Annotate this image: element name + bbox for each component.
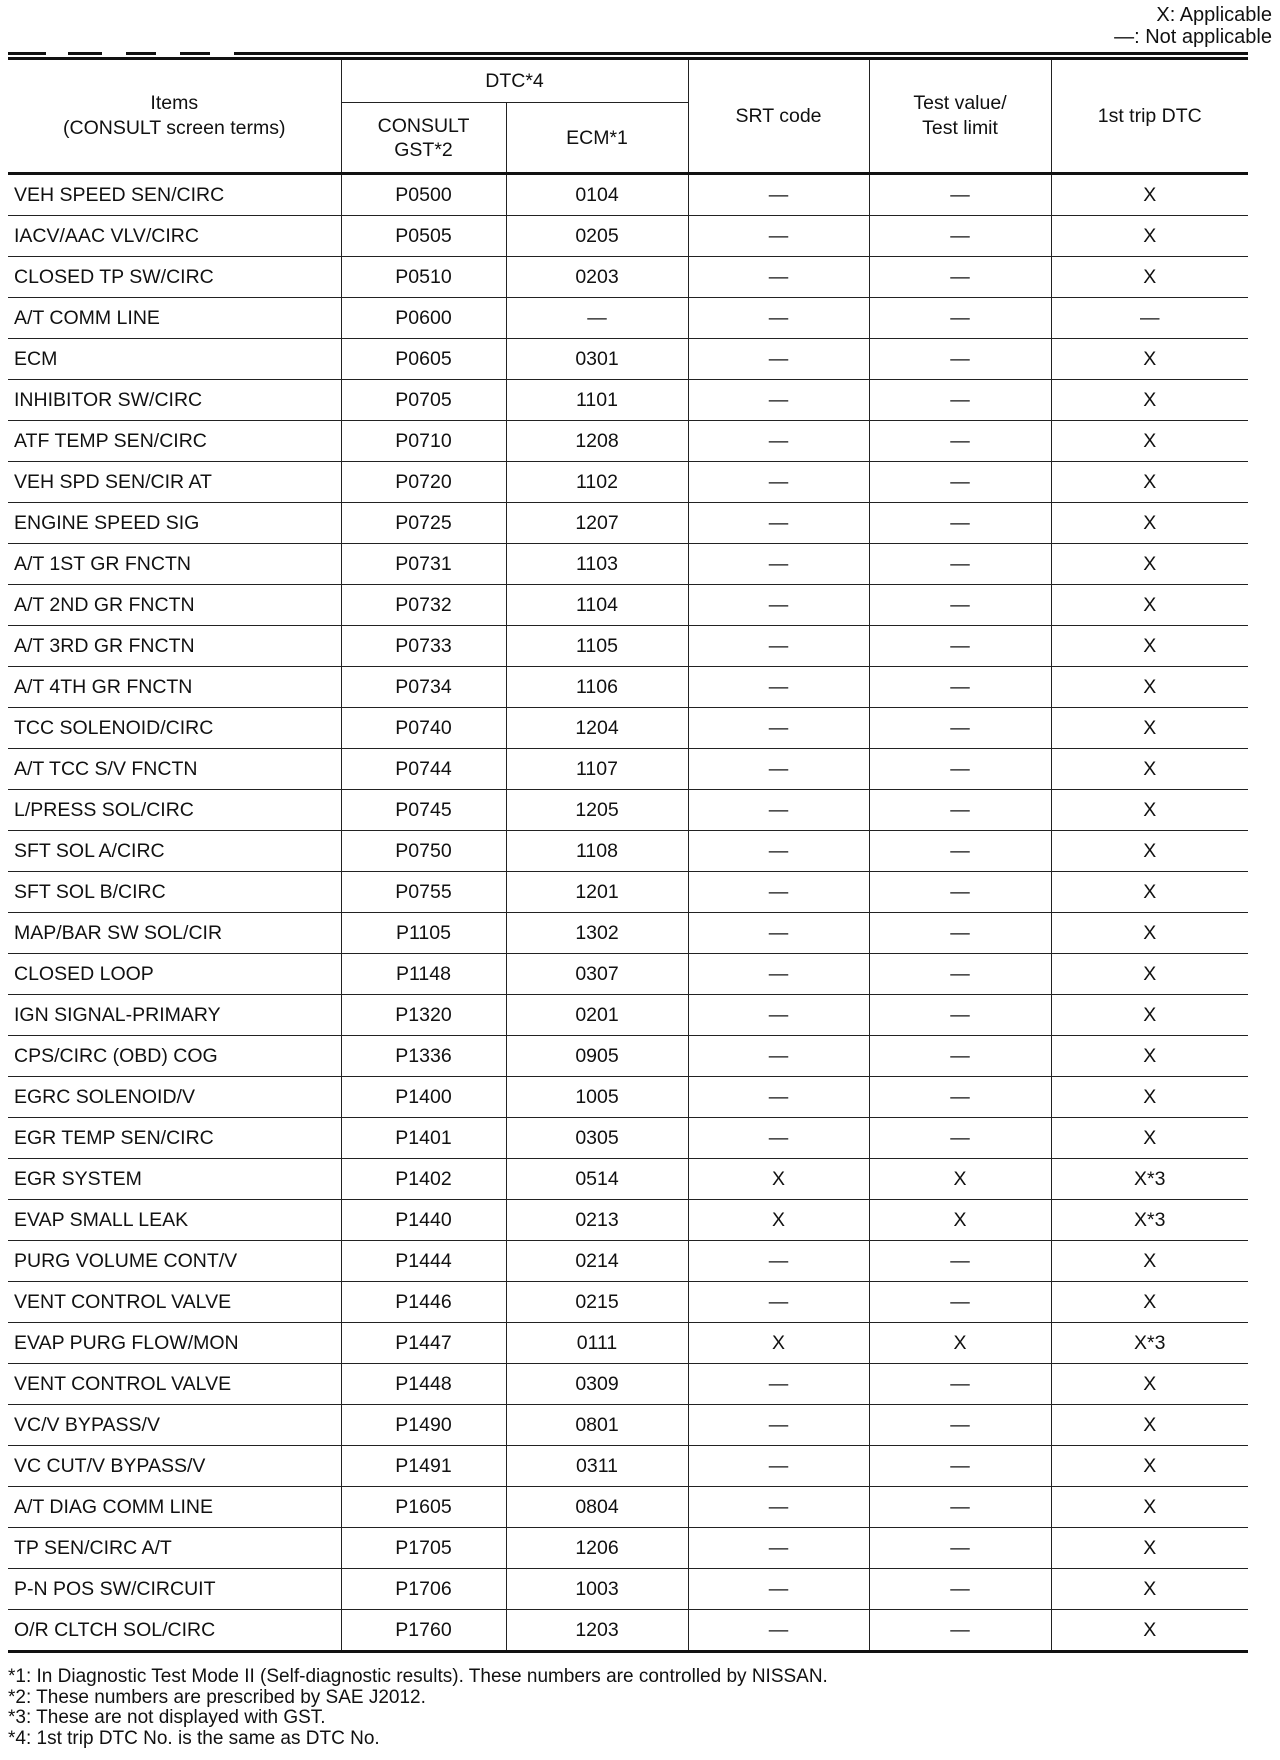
cell-first-trip-dtc: X [1051, 1036, 1248, 1077]
cell-item: SFT SOL A/CIRC [8, 831, 341, 872]
cell-item: VC CUT/V BYPASS/V [8, 1446, 341, 1487]
footnotes [8, 1667, 828, 1749]
cell-ecm: 1105 [506, 626, 688, 667]
cell-item: EGRC SOLENOID/V [8, 1077, 341, 1118]
table-row [8, 1282, 1248, 1323]
cell-first-trip-dtc: X [1051, 585, 1248, 626]
table-row [8, 626, 1248, 667]
cell-ecm: — [506, 298, 688, 339]
cell-item: CPS/CIRC (OBD) COG [8, 1036, 341, 1077]
cell-consult-gst: P1444 [341, 1241, 506, 1282]
cell-consult-gst: P1402 [341, 1159, 506, 1200]
cell-srt-code: — [688, 462, 869, 503]
cell-item: IGN SIGNAL-PRIMARY [8, 995, 341, 1036]
cell-test-value: — [869, 1241, 1051, 1282]
table-row [8, 831, 1248, 872]
cell-srt-code: — [688, 708, 869, 749]
cell-ecm: 1102 [506, 462, 688, 503]
footnote-3: *3: These are not displayed with GST. [8, 1707, 326, 1728]
table-row [8, 1200, 1248, 1241]
cell-first-trip-dtc: X [1051, 995, 1248, 1036]
cell-srt-code: — [688, 174, 869, 216]
cell-srt-code: — [688, 1241, 869, 1282]
cell-test-value: — [869, 1446, 1051, 1487]
cell-first-trip-dtc: X [1051, 421, 1248, 462]
table-row [8, 216, 1248, 257]
cell-test-value: — [869, 462, 1051, 503]
table-row [8, 790, 1248, 831]
cell-item: CLOSED LOOP [8, 954, 341, 995]
cell-srt-code: — [688, 831, 869, 872]
cell-test-value: — [869, 790, 1051, 831]
cell-consult-gst: P0600 [341, 298, 506, 339]
cell-consult-gst: P1491 [341, 1446, 506, 1487]
cell-first-trip-dtc: X [1051, 1610, 1248, 1652]
cell-test-value: — [869, 749, 1051, 790]
cell-item: VEH SPEED SEN/CIRC [8, 174, 341, 216]
cell-srt-code: — [688, 913, 869, 954]
cell-srt-code: — [688, 995, 869, 1036]
cell-consult-gst: P1105 [341, 913, 506, 954]
cell-consult-gst: P0755 [341, 872, 506, 913]
table-row [8, 1569, 1248, 1610]
cell-first-trip-dtc: X [1051, 339, 1248, 380]
cell-ecm: 0205 [506, 216, 688, 257]
cell-consult-gst: P1440 [341, 1200, 506, 1241]
legend-not-applicable: —: Not applicable [1114, 26, 1272, 48]
cell-consult-gst: P1400 [341, 1077, 506, 1118]
cell-consult-gst: P0500 [341, 174, 506, 216]
table-row [8, 1241, 1248, 1282]
cell-test-value: — [869, 1036, 1051, 1077]
cell-first-trip-dtc: X [1051, 913, 1248, 954]
cell-srt-code: — [688, 1118, 869, 1159]
cell-srt-code: X [688, 1159, 869, 1200]
cell-ecm: 1003 [506, 1569, 688, 1610]
cell-first-trip-dtc: X [1051, 831, 1248, 872]
table-row [8, 995, 1248, 1036]
table-row [8, 380, 1248, 421]
cell-first-trip-dtc: X [1051, 749, 1248, 790]
cell-srt-code: — [688, 257, 869, 298]
cell-ecm: 1208 [506, 421, 688, 462]
cell-ecm: 1201 [506, 872, 688, 913]
cell-item: ECM [8, 339, 341, 380]
cell-consult-gst: P0510 [341, 257, 506, 298]
cell-ecm: 1302 [506, 913, 688, 954]
cell-ecm: 1206 [506, 1528, 688, 1569]
cell-srt-code: — [688, 1487, 869, 1528]
cell-consult-gst: P1336 [341, 1036, 506, 1077]
cell-first-trip-dtc: X [1051, 667, 1248, 708]
cell-test-value: — [869, 503, 1051, 544]
footnote-4: *4: 1st trip DTC No. is the same as DTC No. [8, 1727, 380, 1749]
table-row [8, 1159, 1248, 1200]
cell-first-trip-dtc: X [1051, 708, 1248, 749]
cell-first-trip-dtc: X [1051, 503, 1248, 544]
header-items [8, 59, 341, 174]
cell-ecm: 0214 [506, 1241, 688, 1282]
cell-first-trip-dtc: X [1051, 1118, 1248, 1159]
cell-ecm: 1005 [506, 1077, 688, 1118]
table-row [8, 174, 1248, 216]
table-row [8, 1077, 1248, 1118]
cell-srt-code: — [688, 790, 869, 831]
cell-first-trip-dtc: X [1051, 1282, 1248, 1323]
cell-ecm: 1203 [506, 1610, 688, 1652]
table-row [8, 339, 1248, 380]
cell-ecm: 0311 [506, 1446, 688, 1487]
cell-srt-code: — [688, 1610, 869, 1652]
cell-test-value: — [869, 174, 1051, 216]
cell-item: ENGINE SPEED SIG [8, 503, 341, 544]
cell-srt-code: — [688, 872, 869, 913]
cell-item: A/T 1ST GR FNCTN [8, 544, 341, 585]
cell-first-trip-dtc: X [1051, 1569, 1248, 1610]
table-row [8, 667, 1248, 708]
table-row [8, 544, 1248, 585]
cell-consult-gst: P1320 [341, 995, 506, 1036]
cell-item: IACV/AAC VLV/CIRC [8, 216, 341, 257]
cell-srt-code: — [688, 667, 869, 708]
cell-consult-gst: P1706 [341, 1569, 506, 1610]
cell-consult-gst: P1705 [341, 1528, 506, 1569]
cell-consult-gst: P1760 [341, 1610, 506, 1652]
cell-srt-code: — [688, 1077, 869, 1118]
cell-srt-code: — [688, 339, 869, 380]
cell-first-trip-dtc: X [1051, 174, 1248, 216]
cell-first-trip-dtc: X [1051, 954, 1248, 995]
table-row [8, 585, 1248, 626]
cell-test-value: — [869, 995, 1051, 1036]
cell-item: EVAP SMALL LEAK [8, 1200, 341, 1241]
cell-test-value: — [869, 708, 1051, 749]
cell-srt-code: — [688, 1528, 869, 1569]
header-test-value-label: Test value/ [913, 92, 1007, 114]
cell-ecm: 0307 [506, 954, 688, 995]
cell-item: A/T 4TH GR FNCTN [8, 667, 341, 708]
cell-srt-code: — [688, 216, 869, 257]
header-test-value [869, 59, 1051, 174]
cell-ecm: 0213 [506, 1200, 688, 1241]
cell-first-trip-dtc: X [1051, 626, 1248, 667]
cell-test-value: — [869, 1282, 1051, 1323]
cell-item: CLOSED TP SW/CIRC [8, 257, 341, 298]
cell-consult-gst: P0745 [341, 790, 506, 831]
cell-srt-code: — [688, 1405, 869, 1446]
cell-item: P-N POS SW/CIRCUIT [8, 1569, 341, 1610]
cell-first-trip-dtc: X [1051, 257, 1248, 298]
cell-item: INHIBITOR SW/CIRC [8, 380, 341, 421]
cell-ecm: 1106 [506, 667, 688, 708]
cell-ecm: 0111 [506, 1323, 688, 1364]
cell-test-value: — [869, 216, 1051, 257]
cell-consult-gst: P0605 [341, 339, 506, 380]
cell-srt-code: — [688, 544, 869, 585]
cell-consult-gst: P0750 [341, 831, 506, 872]
cell-item: SFT SOL B/CIRC [8, 872, 341, 913]
cell-srt-code: — [688, 503, 869, 544]
cell-consult-gst: P1401 [341, 1118, 506, 1159]
cell-ecm: 1107 [506, 749, 688, 790]
cell-item: VENT CONTROL VALVE [8, 1364, 341, 1405]
cell-ecm: 0804 [506, 1487, 688, 1528]
cell-test-value: — [869, 913, 1051, 954]
cell-first-trip-dtc: X [1051, 380, 1248, 421]
table-row [8, 1528, 1248, 1569]
cell-item: A/T TCC S/V FNCTN [8, 749, 341, 790]
cell-first-trip-dtc: X [1051, 1405, 1248, 1446]
header-items-label: Items [150, 92, 199, 114]
cell-srt-code: — [688, 1446, 869, 1487]
cell-first-trip-dtc: X [1051, 1241, 1248, 1282]
cell-first-trip-dtc: X*3 [1051, 1200, 1248, 1241]
cell-test-value: — [869, 1487, 1051, 1528]
cell-item: TP SEN/CIRC A/T [8, 1528, 341, 1569]
cell-item: A/T DIAG COMM LINE [8, 1487, 341, 1528]
header-srt-code: SRT code [688, 59, 869, 174]
cell-test-value: — [869, 339, 1051, 380]
cell-first-trip-dtc: X [1051, 1487, 1248, 1528]
cell-test-value: — [869, 1077, 1051, 1118]
cell-consult-gst: P0734 [341, 667, 506, 708]
cell-consult-gst: P1148 [341, 954, 506, 995]
table-row [8, 872, 1248, 913]
cell-consult-gst: P1448 [341, 1364, 506, 1405]
cell-test-value: X [869, 1323, 1051, 1364]
header-test-limit-label: Test limit [922, 117, 998, 139]
cell-first-trip-dtc: X [1051, 1077, 1248, 1118]
cell-item: EGR TEMP SEN/CIRC [8, 1118, 341, 1159]
table-row [8, 462, 1248, 503]
cell-ecm: 0905 [506, 1036, 688, 1077]
table-row [8, 503, 1248, 544]
cell-test-value: — [869, 421, 1051, 462]
cell-ecm: 0104 [506, 174, 688, 216]
cell-test-value: — [869, 831, 1051, 872]
legend-applicable: X: Applicable [1156, 4, 1272, 26]
cell-srt-code: — [688, 749, 869, 790]
cell-ecm: 0514 [506, 1159, 688, 1200]
cell-first-trip-dtc: X*3 [1051, 1323, 1248, 1364]
cell-test-value: — [869, 1528, 1051, 1569]
cell-test-value: — [869, 380, 1051, 421]
cell-consult-gst: P0710 [341, 421, 506, 462]
cell-item: ATF TEMP SEN/CIRC [8, 421, 341, 462]
dashed-rule [8, 52, 1248, 56]
cell-first-trip-dtc: X [1051, 544, 1248, 585]
cell-test-value: — [869, 1364, 1051, 1405]
cell-test-value: — [869, 1569, 1051, 1610]
cell-item: A/T 3RD GR FNCTN [8, 626, 341, 667]
cell-item: EGR SYSTEM [8, 1159, 341, 1200]
cell-srt-code: X [688, 1323, 869, 1364]
cell-test-value: — [869, 954, 1051, 995]
cell-srt-code: — [688, 1282, 869, 1323]
cell-srt-code: — [688, 421, 869, 462]
footnote-1: *1: In Diagnostic Test Mode II (Self-diagnostic results). These numbers are controlled by NISSAN. [8, 1666, 828, 1687]
cell-item: VC/V BYPASS/V [8, 1405, 341, 1446]
cell-item: VEH SPD SEN/CIR AT [8, 462, 341, 503]
cell-consult-gst: P0740 [341, 708, 506, 749]
cell-srt-code: — [688, 585, 869, 626]
cell-ecm: 1104 [506, 585, 688, 626]
table-row [8, 1487, 1248, 1528]
cell-consult-gst: P0731 [341, 544, 506, 585]
cell-consult-gst: P1605 [341, 1487, 506, 1528]
cell-srt-code: — [688, 1036, 869, 1077]
cell-test-value: — [869, 257, 1051, 298]
cell-first-trip-dtc: X [1051, 462, 1248, 503]
cell-first-trip-dtc: X*3 [1051, 1159, 1248, 1200]
table-row [8, 1446, 1248, 1487]
cell-ecm: 1101 [506, 380, 688, 421]
legend [1114, 4, 1272, 48]
cell-srt-code: — [688, 954, 869, 995]
cell-ecm: 0203 [506, 257, 688, 298]
table-row [8, 1610, 1248, 1652]
cell-item: TCC SOLENOID/CIRC [8, 708, 341, 749]
table-row [8, 257, 1248, 298]
cell-ecm: 1103 [506, 544, 688, 585]
table-row [8, 421, 1248, 462]
header-items-sublabel: (CONSULT screen terms) [63, 117, 286, 139]
cell-test-value: — [869, 626, 1051, 667]
cell-ecm: 1207 [506, 503, 688, 544]
cell-srt-code: — [688, 1569, 869, 1610]
table-row [8, 1323, 1248, 1364]
cell-ecm: 0305 [506, 1118, 688, 1159]
cell-item: A/T COMM LINE [8, 298, 341, 339]
dtc-table-body [8, 174, 1248, 1652]
table-row [8, 708, 1248, 749]
cell-ecm: 1108 [506, 831, 688, 872]
cell-ecm: 0801 [506, 1405, 688, 1446]
cell-srt-code: — [688, 626, 869, 667]
cell-test-value: — [869, 872, 1051, 913]
cell-item: A/T 2ND GR FNCTN [8, 585, 341, 626]
cell-first-trip-dtc: X [1051, 1528, 1248, 1569]
cell-item: VENT CONTROL VALVE [8, 1282, 341, 1323]
cell-consult-gst: P1447 [341, 1323, 506, 1364]
cell-test-value: — [869, 667, 1051, 708]
cell-consult-gst: P0720 [341, 462, 506, 503]
cell-test-value: X [869, 1159, 1051, 1200]
cell-consult-gst: P0505 [341, 216, 506, 257]
cell-srt-code: X [688, 1200, 869, 1241]
table-row [8, 1364, 1248, 1405]
cell-item: EVAP PURG FLOW/MON [8, 1323, 341, 1364]
cell-test-value: — [869, 1405, 1051, 1446]
header-dtc: DTC*4 [341, 59, 688, 103]
cell-consult-gst: P0725 [341, 503, 506, 544]
header-consult-label: CONSULT [377, 114, 470, 137]
table-row [8, 954, 1248, 995]
cell-consult-gst: P0744 [341, 749, 506, 790]
cell-item: PURG VOLUME CONT/V [8, 1241, 341, 1282]
cell-consult-gst: P0705 [341, 380, 506, 421]
cell-ecm: 1205 [506, 790, 688, 831]
cell-item: O/R CLTCH SOL/CIRC [8, 1610, 341, 1652]
cell-test-value: — [869, 298, 1051, 339]
cell-srt-code: — [688, 1364, 869, 1405]
cell-consult-gst: P0732 [341, 585, 506, 626]
cell-ecm: 0309 [506, 1364, 688, 1405]
cell-test-value: — [869, 1118, 1051, 1159]
table-row [8, 913, 1248, 954]
cell-srt-code: — [688, 380, 869, 421]
cell-first-trip-dtc: X [1051, 1364, 1248, 1405]
cell-test-value: — [869, 585, 1051, 626]
cell-test-value: — [869, 544, 1051, 585]
cell-item: L/PRESS SOL/CIRC [8, 790, 341, 831]
cell-first-trip-dtc: X [1051, 1446, 1248, 1487]
cell-consult-gst: P1490 [341, 1405, 506, 1446]
cell-ecm: 0215 [506, 1282, 688, 1323]
table-row [8, 1036, 1248, 1077]
table-row [8, 1118, 1248, 1159]
header-consult-gst [341, 103, 506, 174]
table-row [8, 749, 1248, 790]
table-row [8, 1405, 1248, 1446]
cell-item: MAP/BAR SW SOL/CIR [8, 913, 341, 954]
cell-test-value: X [869, 1200, 1051, 1241]
cell-test-value: — [869, 1610, 1051, 1652]
cell-first-trip-dtc: X [1051, 216, 1248, 257]
header-first-trip-dtc: 1st trip DTC [1051, 59, 1248, 174]
cell-ecm: 0301 [506, 339, 688, 380]
table-row [8, 298, 1248, 339]
cell-consult-gst: P1446 [341, 1282, 506, 1323]
cell-ecm: 0201 [506, 995, 688, 1036]
footnote-2: *2: These numbers are prescribed by SAE J2012. [8, 1686, 426, 1708]
cell-ecm: 1204 [506, 708, 688, 749]
header-ecm: ECM*1 [506, 103, 688, 174]
cell-first-trip-dtc: X [1051, 872, 1248, 913]
header-gst-label: GST*2 [394, 138, 453, 161]
cell-first-trip-dtc: — [1051, 298, 1248, 339]
cell-first-trip-dtc: X [1051, 790, 1248, 831]
cell-srt-code: — [688, 298, 869, 339]
dtc-table [8, 57, 1248, 1653]
cell-consult-gst: P0733 [341, 626, 506, 667]
